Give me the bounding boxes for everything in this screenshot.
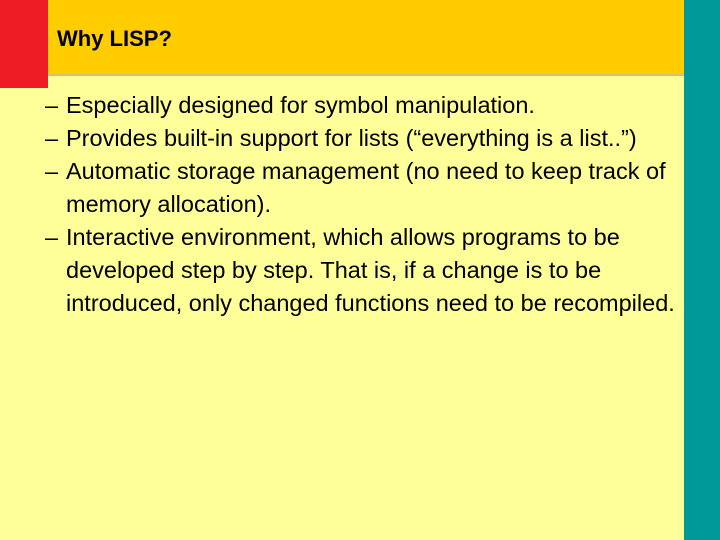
bullet-dash: – [45,224,59,250]
bullet-text: Automatic storage management (no need to keep track of memory allocation). [66,158,666,217]
red-accent-block [0,0,48,88]
bullet-list [45,89,679,320]
title-bar [48,0,684,76]
slide-title: Why LISP? [57,26,172,51]
bullet-dash: – [45,125,59,151]
bullet-item [45,122,679,155]
bullet-item [45,89,679,122]
bullet-text: Provides built-in support for lists (“everything is a list..”) [66,125,637,151]
bullet-item [45,221,679,320]
bullet-dash: – [45,92,59,118]
bullet-text: Interactive environment, which allows programs to be developed step by step. That is, if a change is to be introduced, only changed functions need to be recompiled. [66,224,675,316]
bullet-item [45,155,679,221]
bullet-dash: – [45,158,59,184]
bullet-text: Especially designed for symbol manipulation. [66,92,535,118]
teal-side-strip [684,0,720,540]
